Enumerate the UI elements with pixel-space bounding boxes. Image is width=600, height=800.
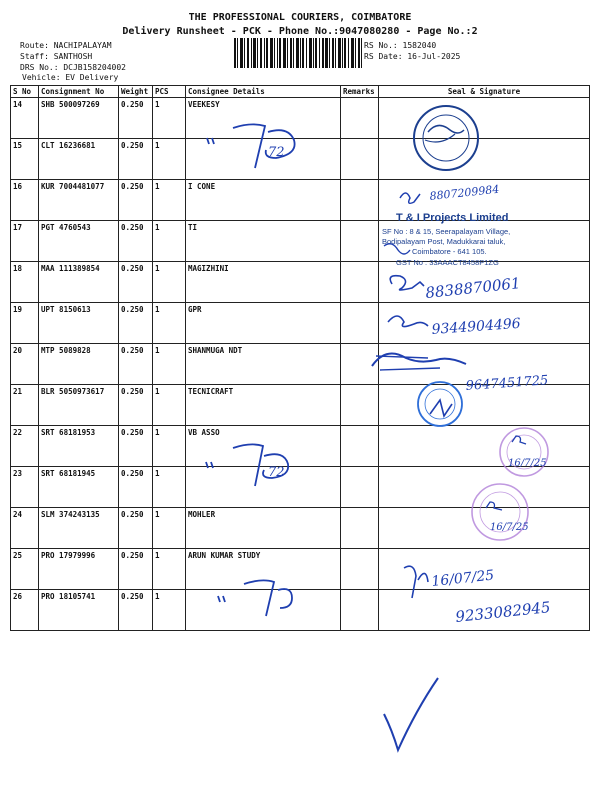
rs-date: RS Date: 16-Jul-2025 (364, 52, 461, 61)
cell-remarks (341, 467, 379, 508)
barcode-icon (234, 38, 362, 68)
phone-note: 9233082945 (454, 598, 552, 626)
cell-sno: 16 (11, 180, 39, 221)
cell-consignment: SRT 68181945 (39, 467, 119, 508)
cell-weight: 0.250 (119, 98, 153, 139)
cell-pcs: 1 (153, 385, 186, 426)
cell-consignee (186, 139, 341, 180)
cell-sno: 17 (11, 221, 39, 262)
table-header-row (11, 86, 590, 98)
table-row (11, 508, 590, 549)
cell-consignee: VB ASSO (186, 426, 341, 467)
cell-consignment: MAA 111389854 (39, 262, 119, 303)
cell-weight: 0.250 (119, 385, 153, 426)
table-row (11, 303, 590, 344)
cell-consignment: SLM 374243135 (39, 508, 119, 549)
col-sno: S No (11, 86, 39, 98)
table-row (11, 467, 590, 508)
cell-consignee: TI (186, 221, 341, 262)
cell-signature (379, 221, 590, 262)
stamp-line: GST No : 33AAACT8458P1ZG (396, 258, 499, 267)
cell-remarks (341, 303, 379, 344)
cell-weight: 0.250 (119, 467, 153, 508)
cell-consignee: SHANMUGA NDT (186, 344, 341, 385)
stamp-line: Coimbatore - 641 105. (412, 247, 487, 256)
table-row (11, 221, 590, 262)
cell-remarks (341, 98, 379, 139)
cell-weight: 0.250 (119, 303, 153, 344)
cell-signature (379, 385, 590, 426)
cell-sno: 21 (11, 385, 39, 426)
cell-remarks (341, 508, 379, 549)
mark-text: 72 (268, 465, 285, 480)
cell-pcs: 1 (153, 262, 186, 303)
cell-consignee: MOHLER (186, 508, 341, 549)
cell-weight: 0.250 (119, 139, 153, 180)
cell-sno: 22 (11, 426, 39, 467)
cell-signature (379, 549, 590, 590)
cell-pcs: 1 (153, 139, 186, 180)
table-row (11, 180, 590, 221)
cell-pcs: 1 (153, 426, 186, 467)
cell-signature (379, 467, 590, 508)
check-mark-icon (384, 678, 438, 750)
table-row (11, 262, 590, 303)
cell-consignment: SHB 500097269 (39, 98, 119, 139)
cell-signature (379, 508, 590, 549)
cell-sno: 15 (11, 139, 39, 180)
cell-consignment: SRT 68181953 (39, 426, 119, 467)
cell-signature (379, 590, 590, 631)
cell-weight: 0.250 (119, 590, 153, 631)
cell-remarks (341, 139, 379, 180)
cell-pcs: 1 (153, 344, 186, 385)
cell-sno: 20 (11, 344, 39, 385)
cell-sno: 18 (11, 262, 39, 303)
cell-weight: 0.250 (119, 180, 153, 221)
col-consignment: Consignment No (39, 86, 119, 98)
cell-signature (379, 426, 590, 467)
table-row (11, 139, 590, 180)
cell-weight: 0.250 (119, 344, 153, 385)
phone-note: 9344904496 (431, 315, 522, 338)
cell-weight: 0.250 (119, 221, 153, 262)
cell-sno: 23 (11, 467, 39, 508)
cell-remarks (341, 385, 379, 426)
cell-remarks (341, 180, 379, 221)
cell-weight: 0.250 (119, 508, 153, 549)
cell-sno: 25 (11, 549, 39, 590)
mark-text: 72 (268, 145, 285, 160)
drs-label: DRS No.: DCJB158204002 (20, 63, 126, 72)
cell-consignment: MTP 5089828 (39, 344, 119, 385)
cell-pcs: 1 (153, 549, 186, 590)
col-seal-signature: Seal & Signature (379, 86, 590, 98)
cell-remarks (341, 590, 379, 631)
stamp-line: Bodipalayam Post, Madukkarai taluk, (382, 237, 506, 246)
route-label: Route: NACHIPALAYAM (20, 41, 112, 50)
cell-pcs: 1 (153, 221, 186, 262)
phone-note: 8807209984 (428, 182, 500, 203)
col-consignee: Consignee Details (186, 86, 341, 98)
cell-consignee: VEEKESY (186, 98, 341, 139)
date-note: 16/7/25 (490, 522, 529, 533)
cell-remarks (341, 221, 379, 262)
cell-pcs: 1 (153, 180, 186, 221)
cell-consignee: MAGIZHINI (186, 262, 341, 303)
cell-pcs: 1 (153, 508, 186, 549)
cell-consignee: ARUN KUMAR STUDY (186, 549, 341, 590)
cell-sno: 19 (11, 303, 39, 344)
phone-note: 8838870061 (424, 274, 522, 302)
cell-signature (379, 180, 590, 221)
date-note: 16/07/25 (430, 567, 495, 590)
cell-consignee (186, 590, 341, 631)
cell-remarks (341, 344, 379, 385)
cell-remarks (341, 549, 379, 590)
cell-weight: 0.250 (119, 262, 153, 303)
cell-pcs: 1 (153, 590, 186, 631)
cell-consignment: BLR 5050973617 (39, 385, 119, 426)
cell-signature (379, 139, 590, 180)
cell-pcs: 1 (153, 98, 186, 139)
cell-pcs: 1 (153, 467, 186, 508)
cell-consignment: UPT 8150613 (39, 303, 119, 344)
cell-consignment: CLT 16236681 (39, 139, 119, 180)
col-weight: Weight (119, 86, 153, 98)
cell-remarks (341, 262, 379, 303)
cell-pcs: 1 (153, 303, 186, 344)
runsheet-subtitle: Delivery Runsheet - PCK - Phone No.:9047080280 - Page No.:2 (122, 26, 478, 37)
table-row (11, 344, 590, 385)
vehicle-label: Vehicle: EV Delivery (22, 73, 119, 82)
cell-weight: 0.250 (119, 549, 153, 590)
cell-consignee: I CONE (186, 180, 341, 221)
stamp-line: SF No : 8 & 15, Seerapalayam Village, (382, 227, 511, 236)
cell-consignee: GPR (186, 303, 341, 344)
cell-consignment: PRO 18105741 (39, 590, 119, 631)
cell-signature (379, 262, 590, 303)
phone-note: 9647451725 (465, 373, 549, 394)
cell-sno: 24 (11, 508, 39, 549)
table-row (11, 590, 590, 631)
cell-signature (379, 98, 590, 139)
cell-sno: 14 (11, 98, 39, 139)
cell-signature (379, 303, 590, 344)
cell-remarks (341, 426, 379, 467)
cell-weight: 0.250 (119, 426, 153, 467)
cell-sno: 26 (11, 590, 39, 631)
table-row (11, 385, 590, 426)
col-pcs: PCS (153, 86, 186, 98)
cell-consignee: TECNICRAFT (186, 385, 341, 426)
table-row (11, 426, 590, 467)
col-remarks: Remarks (341, 86, 379, 98)
staff-label: Staff: SANTHOSH (20, 52, 93, 61)
runsheet-table (10, 85, 590, 631)
stamp-line: T & I Projects Limited (396, 212, 509, 224)
cell-consignment: PGT 4760543 (39, 221, 119, 262)
company-title: THE PROFESSIONAL COURIERS, COIMBATORE (188, 12, 412, 23)
cell-signature (379, 344, 590, 385)
cell-consignee (186, 467, 341, 508)
date-note: 16/7/25 (508, 458, 547, 469)
table-row (11, 98, 590, 139)
rs-number: RS No.: 1582040 (364, 41, 437, 50)
cell-consignment: PRO 17979996 (39, 549, 119, 590)
table-row (11, 549, 590, 590)
cell-consignment: KUR 7004481077 (39, 180, 119, 221)
